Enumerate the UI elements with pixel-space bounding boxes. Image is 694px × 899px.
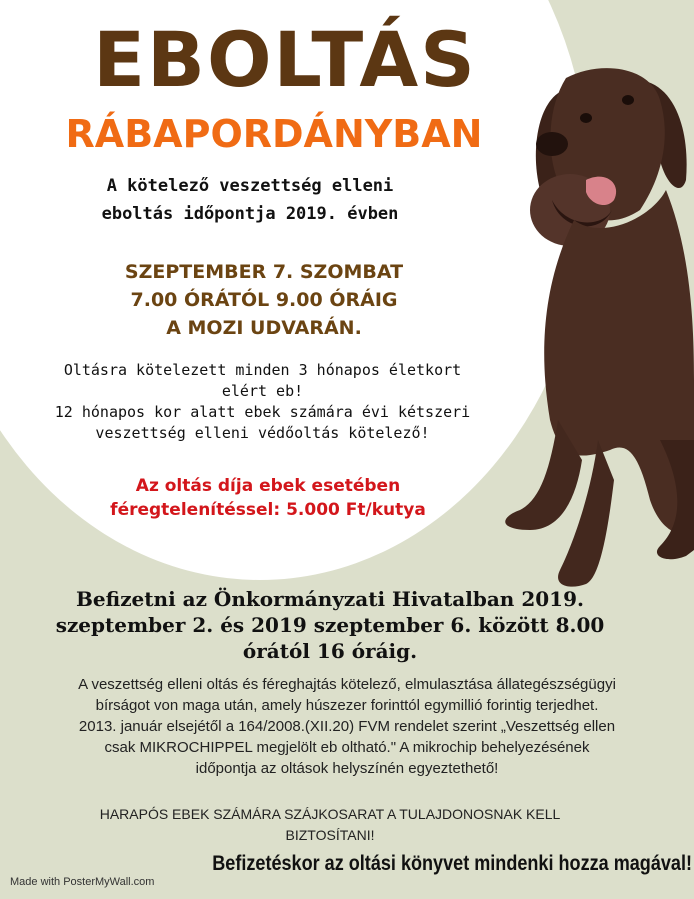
event-location: A MOZI UDVARÁN. xyxy=(166,317,362,339)
payment-line: Befizetni az Önkormányzati Hivatalban 2019. xyxy=(76,587,584,611)
payment-line: órától 16 óráig. xyxy=(242,639,418,663)
payment-line: szeptember 2. és 2019 szeptember 6. között 8.00 xyxy=(55,613,605,637)
intro-text xyxy=(40,172,460,228)
rule-line: Oltásra kötelezett minden 3 hónapos életkort xyxy=(63,361,462,379)
poster-title: EBOLTÁS xyxy=(93,15,477,104)
intro-line: eboltás időpontja 2019. évben xyxy=(101,204,399,224)
fee-notice xyxy=(60,474,476,522)
event-details xyxy=(40,258,488,342)
event-time: 7.00 ÓRÁTÓL 9.00 ÓRÁIG xyxy=(130,289,398,311)
poster-subtitle: RÁBAPORDÁNYBAN xyxy=(65,112,483,156)
fee-line: Az oltás díja ebek esetében xyxy=(135,476,401,496)
rule-line: 12 hónapos kor alatt ebek számára évi kétszeri xyxy=(54,403,471,421)
warning-line: HARAPÓS EBEK SZÁMÁRA SZÁJKOSARAT A TULAJDONOSNAK KELL xyxy=(99,806,561,822)
legal-line: A veszettség elleni oltás és féreghajtás kötelező, elmulasztása állategészségügyi xyxy=(78,676,616,693)
legal-line: bírságot von maga után, amely húszezer forinttól egymillió forintig terjedhet. xyxy=(95,697,599,714)
legal-line: 2013. január elsejétől a 164/2008.(XII.20) FVM rendelet szerint „Veszettség ellen xyxy=(78,718,616,735)
rule-line: elért eb! xyxy=(221,382,304,400)
muzzle-warning xyxy=(20,804,640,846)
credit-text: Made with PosterMyWall.com xyxy=(10,876,155,888)
legal-line: csak MIKROCHIPPEL megjelölt eb oltható." A mikrochip behelyezésének xyxy=(104,739,590,756)
warning-line: BIZTOSÍTANI! xyxy=(285,827,375,843)
event-date: SZEPTEMBER 7. SZOMBAT xyxy=(124,261,404,283)
vaccination-rules xyxy=(0,360,525,444)
legal-line: időpontja az oltások helyszínén egyeztethető! xyxy=(195,760,499,777)
bring-booklet-notice: Befizetéskor az oltási könyvet mindenki hozza magával! xyxy=(212,852,692,875)
legal-notice xyxy=(0,674,694,779)
intro-line: A kötelező veszettség elleni xyxy=(106,176,394,196)
rule-line: veszettség elleni védőoltás kötelező! xyxy=(95,424,430,442)
payment-info xyxy=(10,586,650,664)
fee-line: féregtelenítéssel: 5.000 Ft/kutya xyxy=(110,500,426,520)
